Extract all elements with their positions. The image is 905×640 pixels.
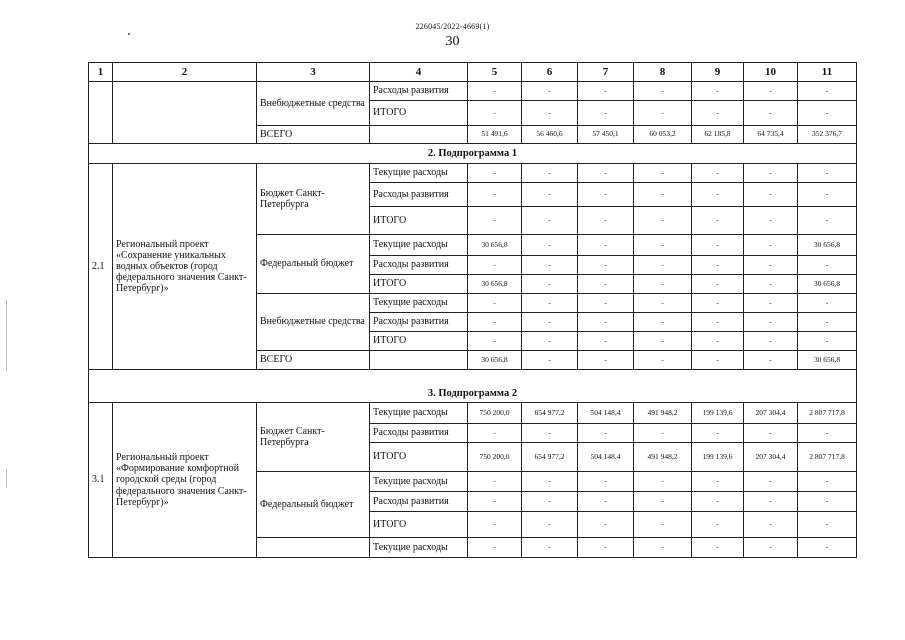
total-label-cell: ВСЕГО — [257, 351, 370, 370]
value-cell: - — [744, 164, 798, 183]
value-cell: - — [798, 313, 857, 332]
value-cell: - — [578, 207, 634, 235]
scan-speck — [128, 33, 130, 35]
value-cell: - — [744, 235, 798, 256]
value-cell: - — [578, 424, 634, 443]
expense-type-cell: ИТОГО — [370, 512, 468, 538]
expense-type-cell: ИТОГО — [370, 332, 468, 351]
value-cell: - — [634, 351, 692, 370]
value-cell: - — [744, 101, 798, 126]
expense-type-cell: ИТОГО — [370, 443, 468, 472]
value-cell: 2 807 717,8 — [798, 443, 857, 472]
value-cell: - — [692, 164, 744, 183]
value-cell: - — [634, 294, 692, 313]
value-cell: - — [522, 294, 578, 313]
value-cell: - — [798, 82, 857, 101]
value-cell: - — [578, 332, 634, 351]
value-cell: - — [634, 82, 692, 101]
value-cell: - — [634, 207, 692, 235]
value-cell: - — [634, 313, 692, 332]
value-cell: - — [744, 424, 798, 443]
value-cell: - — [522, 275, 578, 294]
value-cell: 750 200,0 — [468, 403, 522, 424]
value-cell: - — [692, 256, 744, 275]
column-header: 10 — [744, 63, 798, 82]
value-cell: 51 491,6 — [468, 126, 522, 144]
value-cell: - — [692, 207, 744, 235]
project-name-cell: Региональный проект «Сохранение уникальных водных объектов (город федерального значения Санкт-Петербург)» — [113, 164, 257, 370]
funding-row — [89, 164, 857, 183]
column-header: 6 — [522, 63, 578, 82]
section-title: 2. Подпрограмма 1 — [89, 144, 857, 164]
value-cell: - — [744, 512, 798, 538]
value-cell: - — [744, 82, 798, 101]
value-cell: 30 656,8 — [798, 235, 857, 256]
value-cell: 491 948,2 — [634, 443, 692, 472]
value-cell: - — [522, 492, 578, 512]
document-registration-number: 226045/2022-4669(1) — [415, 22, 490, 31]
value-cell: - — [468, 492, 522, 512]
expense-type-cell: Расходы развития — [370, 492, 468, 512]
value-cell: - — [634, 164, 692, 183]
expense-type-cell: Расходы развития — [370, 313, 468, 332]
expense-type-cell: Текущие расходы — [370, 294, 468, 313]
value-cell: 30 656,8 — [798, 351, 857, 370]
value-cell: - — [468, 164, 522, 183]
funding-source-cell: Бюджет Санкт-Петербурга — [257, 164, 370, 235]
value-cell: - — [578, 538, 634, 558]
index-cell: 2.1 — [89, 164, 113, 370]
value-cell: 207 304,4 — [744, 443, 798, 472]
expense-type-cell: ИТОГО — [370, 275, 468, 294]
value-cell: - — [522, 82, 578, 101]
value-cell: - — [522, 538, 578, 558]
value-cell: - — [744, 256, 798, 275]
value-cell: - — [468, 313, 522, 332]
value-cell: - — [468, 82, 522, 101]
value-cell: - — [522, 164, 578, 183]
value-cell: - — [634, 183, 692, 207]
value-cell: - — [578, 101, 634, 126]
expense-type-cell: Текущие расходы — [370, 403, 468, 424]
expense-type-cell: Расходы развития — [370, 256, 468, 275]
column-header: 8 — [634, 63, 692, 82]
value-cell: - — [522, 512, 578, 538]
value-cell: - — [692, 492, 744, 512]
value-cell: - — [578, 82, 634, 101]
funding-source-cell: Бюджет Санкт-Петербурга — [257, 403, 370, 472]
value-cell: - — [692, 351, 744, 370]
value-cell: - — [578, 256, 634, 275]
value-cell: - — [692, 538, 744, 558]
column-header-row — [89, 63, 857, 82]
value-cell: - — [468, 332, 522, 351]
value-cell: - — [798, 256, 857, 275]
value-cell: - — [578, 472, 634, 492]
section-title-row — [89, 144, 857, 164]
value-cell: - — [692, 183, 744, 207]
value-cell: - — [744, 294, 798, 313]
total-label-cell: ВСЕГО — [257, 126, 370, 144]
value-cell: - — [744, 275, 798, 294]
value-cell: - — [468, 101, 522, 126]
value-cell: - — [798, 472, 857, 492]
value-cell: - — [468, 294, 522, 313]
value-cell: - — [468, 538, 522, 558]
section-title: 3. Подпрограмма 2 — [89, 370, 857, 403]
value-cell: 504 148,4 — [578, 443, 634, 472]
expense-type-cell: Текущие расходы — [370, 472, 468, 492]
column-header: 9 — [692, 63, 744, 82]
value-cell: - — [522, 332, 578, 351]
value-cell: - — [522, 256, 578, 275]
value-cell: - — [522, 351, 578, 370]
value-cell: - — [744, 538, 798, 558]
value-cell: 2 807 717,8 — [798, 403, 857, 424]
value-cell: - — [634, 275, 692, 294]
index-cell: 3.1 — [89, 403, 113, 558]
value-cell: - — [634, 492, 692, 512]
value-cell: - — [634, 101, 692, 126]
project-name-cell — [113, 82, 257, 144]
value-cell: - — [744, 183, 798, 207]
scan-edge-mark — [6, 470, 7, 488]
expense-type-cell: Текущие расходы — [370, 538, 468, 558]
value-cell: - — [522, 313, 578, 332]
value-cell: 750 200,0 — [468, 443, 522, 472]
value-cell: - — [522, 207, 578, 235]
column-header: 5 — [468, 63, 522, 82]
value-cell: - — [692, 424, 744, 443]
value-cell: 504 148,4 — [578, 403, 634, 424]
column-header: 11 — [798, 63, 857, 82]
index-cell — [89, 82, 113, 144]
value-cell: - — [692, 101, 744, 126]
column-header: 7 — [578, 63, 634, 82]
column-header: 3 — [257, 63, 370, 82]
expense-type-cell: Расходы развития — [370, 82, 468, 101]
value-cell: - — [744, 207, 798, 235]
value-cell: 199 139,6 — [692, 403, 744, 424]
value-cell: 654 977,2 — [522, 403, 578, 424]
value-cell: 56 460,6 — [522, 126, 578, 144]
value-cell: 199 139,6 — [692, 443, 744, 472]
value-cell: - — [798, 164, 857, 183]
value-cell: - — [744, 492, 798, 512]
value-cell: 62 185,8 — [692, 126, 744, 144]
empty-cell — [370, 351, 468, 370]
value-cell: - — [798, 512, 857, 538]
value-cell: 30 656,8 — [468, 235, 522, 256]
funding-source-cell — [257, 538, 370, 558]
column-header: 1 — [89, 63, 113, 82]
value-cell: - — [798, 207, 857, 235]
page-number: 30 — [445, 34, 460, 49]
value-cell: - — [634, 332, 692, 351]
value-cell: - — [634, 256, 692, 275]
value-cell: - — [578, 275, 634, 294]
value-cell: 60 053,2 — [634, 126, 692, 144]
value-cell: - — [578, 294, 634, 313]
value-cell: - — [692, 82, 744, 101]
value-cell: - — [798, 101, 857, 126]
value-cell: 30 656,8 — [468, 275, 522, 294]
value-cell: - — [634, 424, 692, 443]
funding-row — [89, 403, 857, 424]
value-cell: - — [692, 275, 744, 294]
expense-type-cell: ИТОГО — [370, 101, 468, 126]
expense-type-cell: Текущие расходы — [370, 164, 468, 183]
value-cell: - — [522, 472, 578, 492]
funding-source-cell: Федеральный бюджет — [257, 235, 370, 294]
value-cell: - — [578, 351, 634, 370]
value-cell: - — [578, 512, 634, 538]
funding-source-cell: Внебюджетные средства — [257, 82, 370, 126]
value-cell: - — [744, 332, 798, 351]
expense-type-cell: Расходы развития — [370, 424, 468, 443]
value-cell: - — [468, 183, 522, 207]
value-cell: - — [578, 235, 634, 256]
value-cell: - — [468, 472, 522, 492]
value-cell: 30 656,8 — [468, 351, 522, 370]
value-cell: 64 735,4 — [744, 126, 798, 144]
value-cell: - — [468, 512, 522, 538]
funding-source-cell: Федеральный бюджет — [257, 472, 370, 538]
value-cell: - — [798, 538, 857, 558]
value-cell: - — [522, 183, 578, 207]
expense-type-cell: ИТОГО — [370, 207, 468, 235]
value-cell: - — [634, 235, 692, 256]
value-cell: - — [744, 351, 798, 370]
value-cell: - — [578, 183, 634, 207]
value-cell: - — [468, 256, 522, 275]
value-cell: - — [578, 313, 634, 332]
value-cell: - — [798, 332, 857, 351]
value-cell: 654 977,2 — [522, 443, 578, 472]
value-cell: - — [578, 492, 634, 512]
value-cell: - — [798, 492, 857, 512]
scan-edge-mark — [6, 300, 7, 370]
value-cell: - — [692, 472, 744, 492]
value-cell: - — [692, 235, 744, 256]
project-name-cell: Региональный проект «Формирование комфортной городской среды (город федерального значения Санкт-Петербург)» — [113, 403, 257, 558]
value-cell: - — [468, 424, 522, 443]
value-cell: - — [692, 332, 744, 351]
value-cell: - — [522, 101, 578, 126]
value-cell: 57 450,1 — [578, 126, 634, 144]
value-cell: - — [634, 472, 692, 492]
column-header: 2 — [113, 63, 257, 82]
value-cell: - — [798, 183, 857, 207]
value-cell: - — [798, 424, 857, 443]
value-cell: 30 656,8 — [798, 275, 857, 294]
expense-type-cell: Расходы развития — [370, 183, 468, 207]
value-cell: - — [798, 294, 857, 313]
funding-table — [88, 62, 857, 558]
value-cell: 352 376,7 — [798, 126, 857, 144]
value-cell: - — [692, 512, 744, 538]
value-cell: - — [692, 313, 744, 332]
value-cell: 207 304,4 — [744, 403, 798, 424]
value-cell: - — [522, 424, 578, 443]
section-title-row — [89, 370, 857, 403]
value-cell: - — [692, 294, 744, 313]
value-cell: - — [468, 207, 522, 235]
value-cell: - — [744, 472, 798, 492]
value-cell: 491 948,2 — [634, 403, 692, 424]
value-cell: - — [634, 512, 692, 538]
value-cell: - — [578, 164, 634, 183]
empty-cell — [370, 126, 468, 144]
value-cell: - — [744, 313, 798, 332]
expense-type-cell: Текущие расходы — [370, 235, 468, 256]
column-header: 4 — [370, 63, 468, 82]
value-cell: - — [522, 235, 578, 256]
funding-row — [89, 82, 857, 101]
value-cell: - — [634, 538, 692, 558]
funding-source-cell: Внебюджетные средства — [257, 294, 370, 351]
